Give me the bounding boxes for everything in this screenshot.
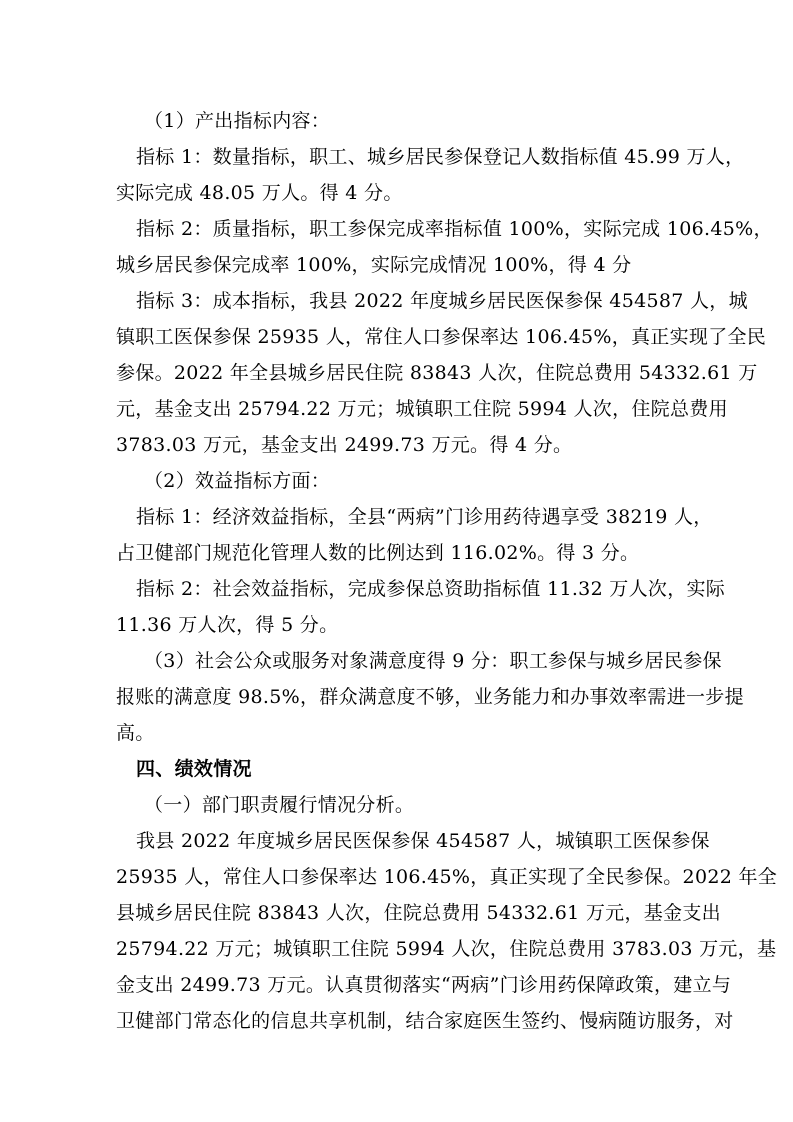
paragraph-line: 报账的满意度 98.5%，群众满意度不够，业务能力和办事效率需进一步提 — [116, 686, 744, 708]
paragraph-line: 我县 2022 年度城乡居民医保参保 454587 人，城镇职工医保参保 — [136, 830, 710, 852]
subheading-benefit-indicators: （2）效益指标方面： — [144, 470, 331, 492]
paragraph-line: （3）社会公众或服务对象满意度得 9 分：职工参保与城乡居民参保 — [144, 650, 722, 672]
subheading-duty-analysis: （一）部门职责履行情况分析。 — [144, 794, 415, 816]
section-heading-performance: 四、绩效情况 — [136, 758, 252, 780]
paragraph-line: 指标 1：经济效益指标，全县“两病”门诊用药待遇享受 38219 人， — [136, 506, 713, 528]
paragraph-line: 25935 人，常住人口参保率达 106.45%，真正实现了全民参保。2022 年全 — [116, 866, 778, 888]
paragraph-line: 占卫健部门规范化管理人数的比例达到 116.02%。得 3 分。 — [116, 542, 640, 564]
paragraph-line: 指标 1：数量指标，职工、城乡居民参保登记人数指标值 45.99 万人， — [136, 146, 745, 168]
paragraph-line: 镇职工医保参保 25935 人，常住人口参保率达 106.45%，真正实现了全民 — [116, 326, 767, 348]
paragraph-line: 城乡居民参保完成率 100%，实际完成情况 100%，得 4 分 — [116, 254, 632, 276]
paragraph-line: 3783.03 万元，基金支出 2499.73 万元。得 4 分。 — [116, 434, 573, 456]
paragraph-line: 县城乡居民住院 83843 人次，住院总费用 54332.61 万元，基金支出 — [116, 902, 721, 924]
paragraph-line: 指标 3：成本指标，我县 2022 年度城乡居民医保参保 454587 人，城 — [136, 290, 748, 312]
subheading-output-indicators: （1）产出指标内容： — [144, 110, 331, 132]
paragraph-line: 参保。2022 年全县城乡居民住院 83843 人次，住院总费用 54332.61 万 — [116, 362, 758, 384]
paragraph-line: 指标 2：社会效益指标，完成参保总资助指标值 11.32 万人次，实际 — [136, 578, 726, 600]
paragraph-line: 指标 2：质量指标，职工参保完成率指标值 100%，实际完成 106.45%， — [136, 218, 773, 240]
paragraph-line: 25794.22 万元；城镇职工住院 5994 人次，住院总费用 3783.03 万元，基 — [116, 938, 777, 960]
paragraph-line: 元，基金支出 25794.22 万元；城镇职工住院 5994 人次，住院总费用 — [116, 398, 728, 420]
paragraph-line: 卫健部门常态化的信息共享机制，结合家庭医生签约、慢病随访服务，对 — [116, 1010, 734, 1032]
paragraph-line: 金支出 2499.73 万元。认真贯彻落实“两病”门诊用药保障政策，建立与 — [116, 974, 732, 996]
paragraph-line: 高。 — [116, 722, 155, 744]
paragraph-line: 实际完成 48.05 万人。得 4 分。 — [116, 182, 403, 204]
paragraph-line: 11.36 万人次，得 5 分。 — [116, 614, 339, 636]
